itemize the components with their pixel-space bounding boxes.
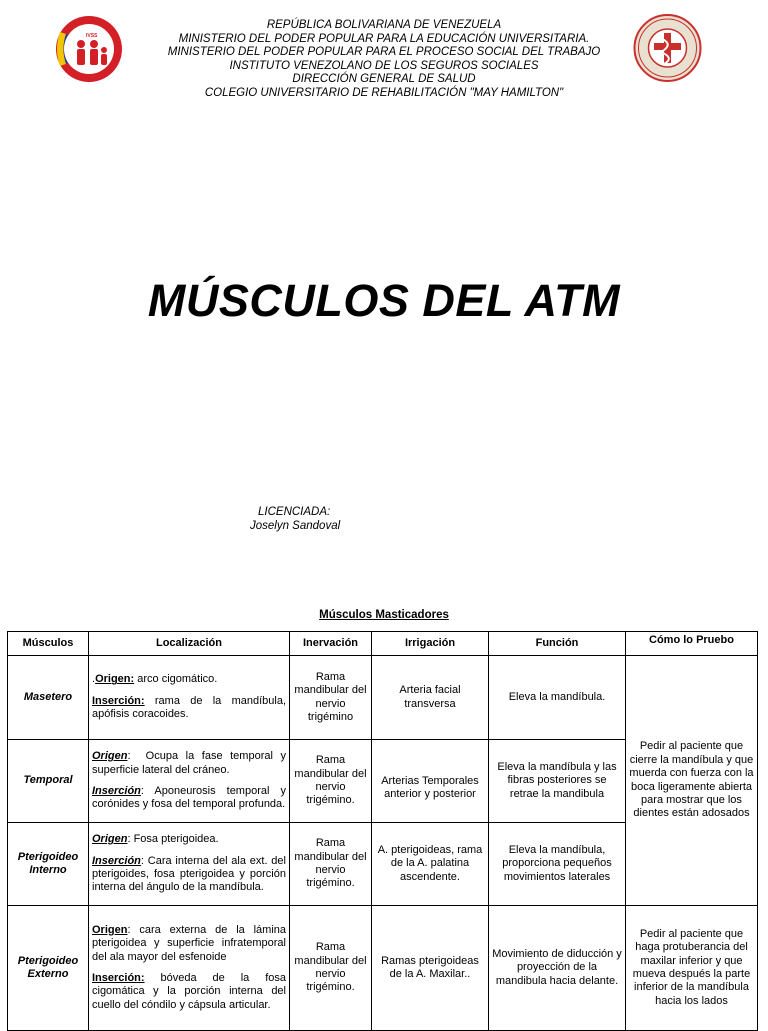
insercion-label: Inserción xyxy=(92,785,141,797)
table-header-row xyxy=(8,632,758,656)
irrigacion-cell: A. pterigoideas, rama de la A. palatina ascendente. xyxy=(372,823,489,906)
insercion-paragraph xyxy=(92,695,286,722)
table-row xyxy=(8,656,758,740)
svg-text:IVSS: IVSS xyxy=(86,33,98,39)
localizacion-cell xyxy=(89,906,290,1031)
localizacion-cell xyxy=(89,740,290,823)
origen-label: Origen xyxy=(92,750,128,763)
document-title: MÚSCULOS DEL ATM xyxy=(147,275,621,326)
column-header: Localización xyxy=(89,632,290,656)
origen-label: Origen xyxy=(92,923,128,936)
origen-paragraph: .Origen: arco cigomático. xyxy=(92,673,218,686)
muscle-name: Pterigoideo Interno xyxy=(8,823,89,906)
inervacion-cell: Rama mandibular del nervio trigémino. xyxy=(290,740,372,823)
muscles-table xyxy=(7,631,758,1031)
header-line: MINISTERIO DEL PODER POPULAR PARA LA EDUCACIÓN UNIVERSITARIA. xyxy=(178,32,590,45)
column-header: Irrigación xyxy=(372,632,489,656)
insercion-label: Inserción xyxy=(92,854,141,867)
origen-paragraph: Origen: Fosa pterigoidea. xyxy=(92,833,219,846)
muscle-name: Masetero xyxy=(8,656,89,740)
insercion-paragraph: Inserción: Cara interna del ala ext. del pterigoides, fosa pterigoidea y porción interna del ángulo de la mandíbula. xyxy=(92,854,286,894)
inervacion-cell: Rama mandibular del nervio trigémino. xyxy=(290,823,372,906)
insercion-text: rama de la mandíbula, apófisis coracoides. xyxy=(92,694,287,721)
irrigacion-cell: Ramas pterigoideas de la A. Maxilar.. xyxy=(372,906,489,1031)
prueba-cell: Pedir al paciente que haga protuberancia del maxilar inferior y que mueva después la parte inferior de la mandíbula hacia los lados xyxy=(626,906,758,1031)
insercion-text: Cara interna del ala ext. del pterigoides, fosa pterigoidea y porción interna del ángulo de la mandíbula. xyxy=(92,854,286,894)
table-row xyxy=(8,906,758,1031)
insercion-paragraph xyxy=(92,972,286,1012)
header-line: DIRECCIÓN GENERAL DE SALUD xyxy=(292,73,476,86)
header-line: COLEGIO UNIVERSITARIO DE REHABILITACIÓN "MAY HAMILTON" xyxy=(204,86,564,99)
column-header: Inervación xyxy=(290,632,372,656)
header-line: REPÚBLICA BOLIVARIANA DE VENEZUELA xyxy=(266,19,502,31)
author-block xyxy=(250,505,340,533)
column-header: Cómo lo Pruebo xyxy=(626,632,758,656)
origen-paragraph: Origen: Ocupa la fase temporal y superficie lateral del cráneo. xyxy=(92,750,286,776)
insercion-label: Inserción: xyxy=(92,694,145,707)
author-role: LICENCIADA: xyxy=(258,506,331,518)
funcion-cell: Movimiento de diducción y proyección de la mandibula hacia delante. xyxy=(489,906,626,1031)
ivss-logo xyxy=(50,14,126,84)
header-line: MINISTERIO DEL PODER POPULAR PARA EL PROCESO SOCIAL DEL TRABAJO xyxy=(167,46,601,59)
muscle-name: Temporal xyxy=(8,740,89,823)
origen-label: Origen: xyxy=(95,673,135,686)
prueba-cell: Pedir al paciente que cierre la mandíbula y que muerda con fuerza con la boca ligeramente abierta para mostrar que los dientes están adosados xyxy=(626,656,758,906)
origen-paragraph: Origen: cara externa de la lámina pterigoidea y superficie infratemporal del ala mayor del esfenoide xyxy=(92,923,286,963)
localizacion-cell xyxy=(89,823,290,906)
funcion-cell: Eleva la mandíbula, proporciona pequeños movimientos laterales xyxy=(489,823,626,906)
origen-label: Origen xyxy=(92,833,128,846)
origen-text: Ocupa la fase temporal y superficie lateral del cráneo. xyxy=(92,750,286,776)
table-caption: Músculos Masticadores xyxy=(319,609,449,621)
origen-text: arco cigomático. xyxy=(137,673,218,686)
localizacion-cell xyxy=(89,656,290,740)
inervacion-cell: Rama mandibular del nervio trigémino xyxy=(290,656,372,740)
column-header: Músculos xyxy=(8,632,89,656)
funcion-cell: Eleva la mandíbula y las fibras posteriores se retrae la mandibula xyxy=(489,740,626,823)
origen-text: cara externa de la lámina pterigoidea y superficie infratemporal del ala mayor del esfenoide xyxy=(92,923,286,963)
funcion-cell: Eleva la mandíbula. xyxy=(489,656,626,740)
origen-text: Fosa pterigoidea. xyxy=(133,833,219,846)
institution-header xyxy=(150,19,618,101)
irrigacion-cell: Arterias Temporales anterior y posterior xyxy=(372,740,489,823)
insercion-paragraph: Inserción: Aponeurosis temporal y corónides y fosa del temporal profunda. xyxy=(92,785,286,811)
college-seal-logo xyxy=(631,14,704,82)
header-line: INSTITUTO VENEZOLANO DE LOS SEGUROS SOCIALES xyxy=(229,59,539,72)
inervacion-cell: Rama mandibular del nervio trigémino. xyxy=(290,906,372,1031)
irrigacion-cell: Arteria facial transversa xyxy=(372,656,489,740)
author-name: Joselyn Sandoval xyxy=(250,520,341,532)
insercion-label: Inserción: xyxy=(92,972,145,984)
column-header: Función xyxy=(489,632,626,656)
insercion-text: bóveda de la fosa cigomática y la porción interna del cuello del cóndilo y cápsula articular. xyxy=(92,972,286,1011)
insercion-text: Aponeurosis temporal y corónides y fosa del temporal profunda. xyxy=(92,785,286,811)
muscle-name: Pterigoideo Externo xyxy=(8,906,89,1031)
